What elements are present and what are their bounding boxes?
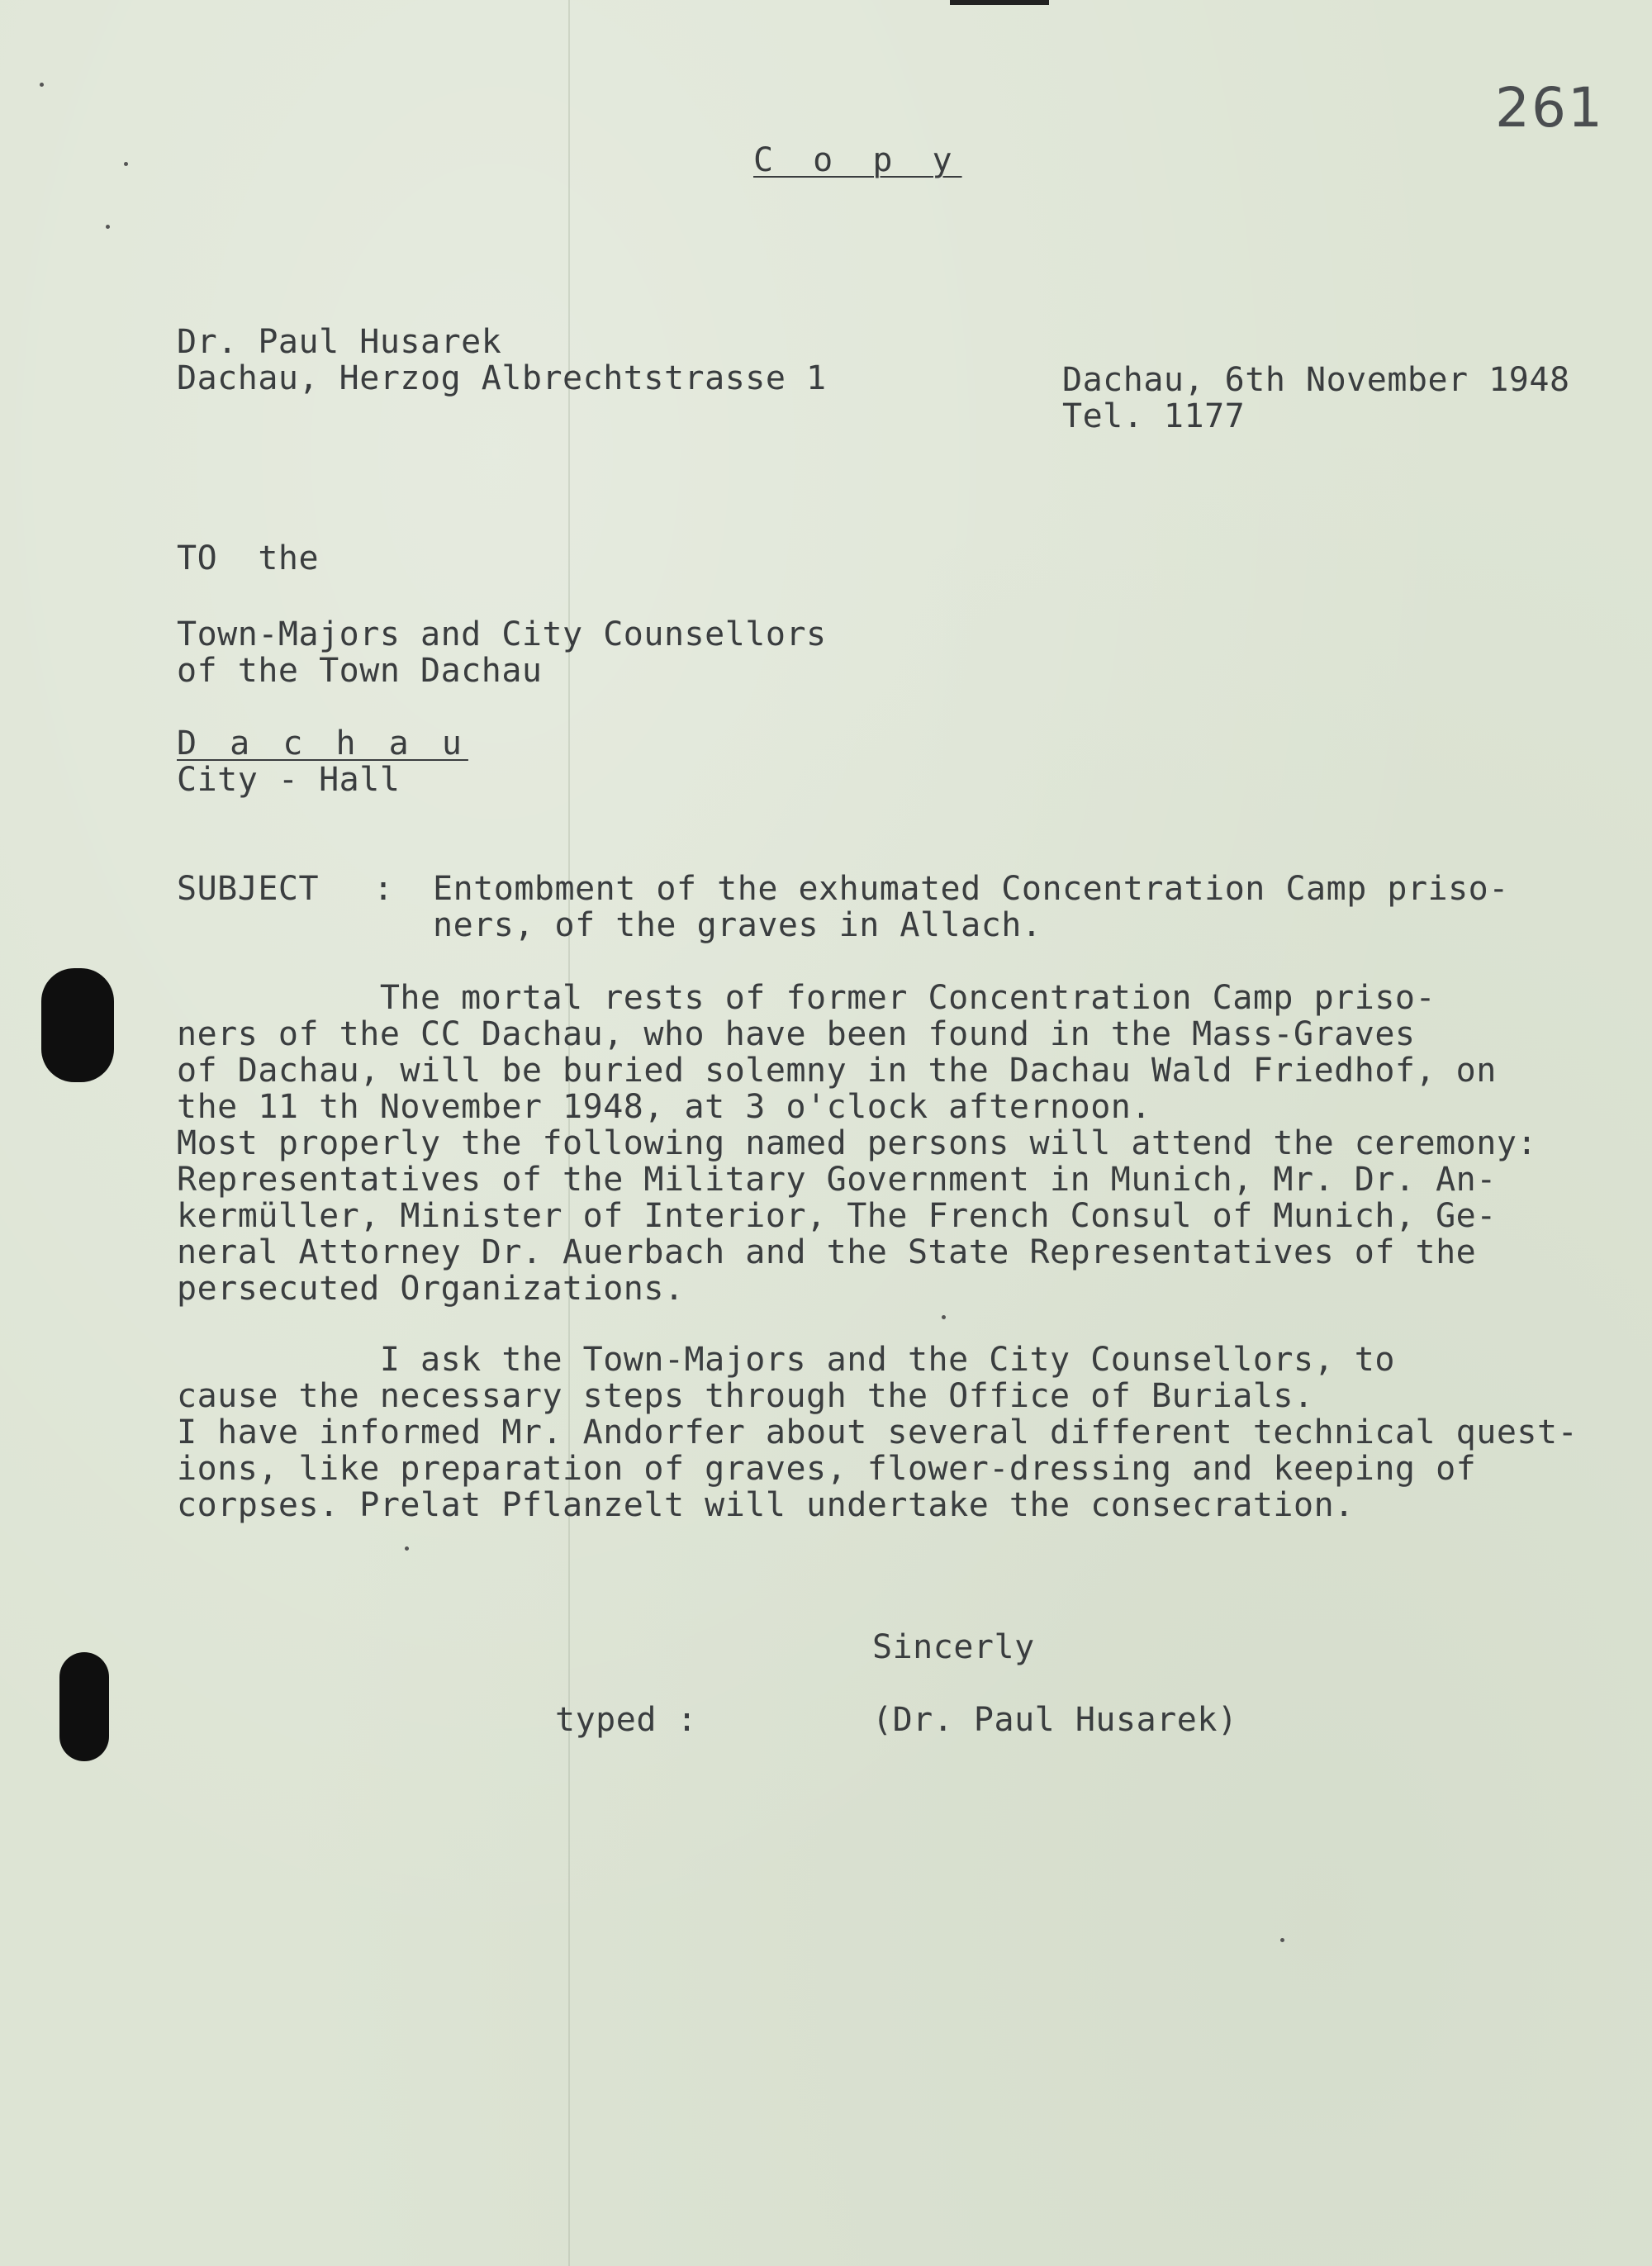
subject-line-2: ners, of the graves in Allach.	[433, 906, 1042, 944]
subject-line-1: Entombment of the exhumated Concentration Camp priso-	[433, 870, 1509, 908]
scan-edge-mark	[950, 0, 1049, 5]
paper-speck	[405, 1546, 409, 1551]
body-paragraph-1-line: of Dachau, will be buried solemny in the Dachau Wald Friedhof, on	[177, 1052, 1497, 1090]
paper-speck	[106, 225, 110, 229]
page-number: 261	[1495, 76, 1604, 140]
body-paragraph-1-line: neral Attorney Dr. Auerbach and the State Representatives of the	[177, 1233, 1477, 1271]
body-paragraph-1-line: Most properly the following named persons will attend the ceremony:	[177, 1124, 1537, 1162]
body-paragraph-1-line: persecuted Organizations.	[177, 1270, 685, 1308]
body-paragraph-2-line: corpses. Prelat Pflanzelt will undertake the consecration.	[177, 1486, 1355, 1524]
recipient-to-line: TO the	[177, 539, 320, 577]
paper-speck	[40, 83, 44, 87]
date-line: Dachau, 6th November 1948	[1062, 361, 1570, 399]
body-paragraph-2-line: I ask the Town-Majors and the City Counsellors, to	[177, 1341, 1395, 1379]
punch-hole-mark	[59, 1652, 109, 1761]
recipient-city: D a c h a u	[177, 724, 468, 762]
recipient-building: City - Hall	[177, 761, 401, 799]
subject-label: SUBJECT	[177, 870, 320, 908]
body-paragraph-1-line: kermüller, Minister of Interior, The French Consul of Munich, Ge-	[177, 1197, 1497, 1235]
subject-colon: :	[373, 870, 394, 908]
recipient-line-1: Town-Majors and City Counsellors	[177, 615, 827, 653]
sender-name: Dr. Paul Husarek	[177, 323, 502, 361]
body-paragraph-2-line: ions, like preparation of graves, flower-dressing and keeping of	[177, 1450, 1477, 1488]
signature-name: (Dr. Paul Husarek)	[872, 1701, 1238, 1739]
copy-title: C o p y	[753, 141, 962, 179]
closing-salutation: Sincerly	[872, 1628, 1035, 1666]
phone-line: Tel. 1177	[1062, 397, 1246, 435]
body-paragraph-2-line: cause the necessary steps through the Office of Burials.	[177, 1377, 1314, 1415]
paper-speck	[124, 162, 128, 166]
paper-speck	[1280, 1938, 1284, 1942]
sender-address: Dachau, Herzog Albrechtstrasse 1	[177, 359, 827, 397]
typed-label: typed :	[555, 1701, 698, 1739]
punch-hole-mark	[41, 968, 114, 1082]
body-paragraph-1-line: ners of the CC Dachau, who have been found in the Mass-Graves	[177, 1015, 1416, 1053]
paper-speck	[942, 1315, 946, 1319]
recipient-line-2: of the Town Dachau	[177, 652, 543, 690]
body-paragraph-1-line: the 11 th November 1948, at 3 o'clock afternoon.	[177, 1088, 1151, 1126]
body-paragraph-1-line: Representatives of the Military Government in Munich, Mr. Dr. An-	[177, 1161, 1497, 1199]
body-paragraph-2-line: I have informed Mr. Andorfer about several different technical quest-	[177, 1413, 1578, 1451]
body-paragraph-1-line: The mortal rests of former Concentration Camp priso-	[177, 979, 1436, 1017]
